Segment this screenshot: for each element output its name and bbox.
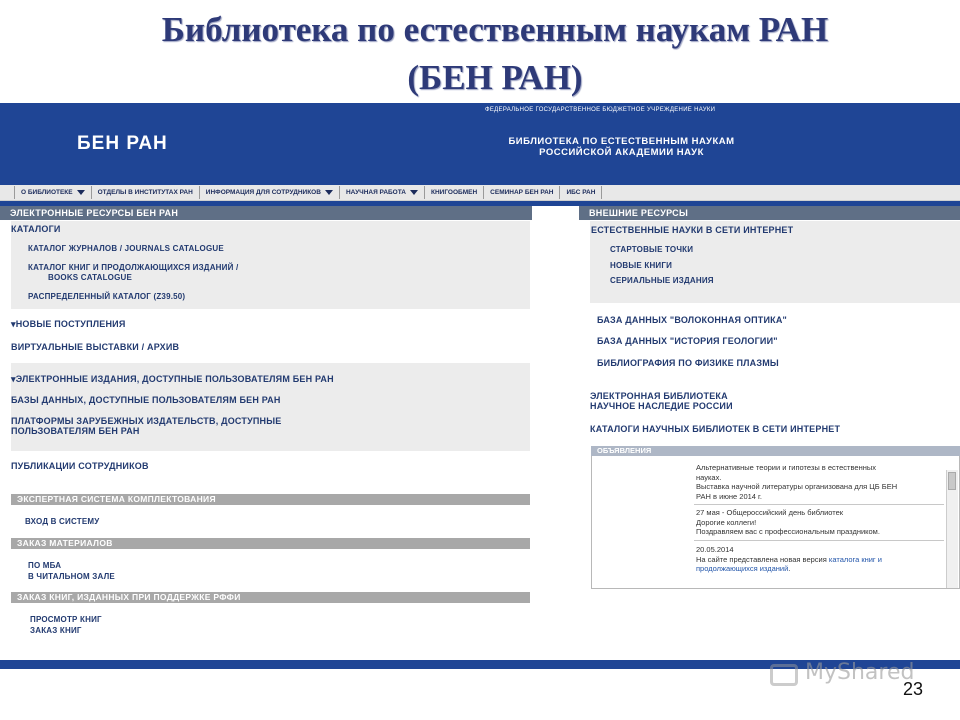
nav-item-departments[interactable] xyxy=(92,186,200,199)
link-library-catalogs[interactable]: КАТАЛОГИ НАУЧНЫХ БИБЛИОТЕК В СЕТИ ИНТЕРНЕТ xyxy=(590,424,841,434)
nav-item-staff-info[interactable] xyxy=(200,186,340,199)
announcement-text: Поздравляем вас с профессиональным праздником. xyxy=(696,527,880,536)
link-platforms[interactable] xyxy=(11,416,281,436)
announcements-scrollbar[interactable] xyxy=(946,470,958,588)
nav-item-seminar[interactable] xyxy=(484,186,560,199)
announcement-text: 27 мая - Общероссийский день библиотек xyxy=(696,508,844,517)
library-name-line2: РОССИЙСКОЙ АКАДЕМИИ НАУК xyxy=(539,147,704,158)
link-distributed-catalogue[interactable]: РАСПРЕДЕЛЕННЫЙ КАТАЛОГ (Z39.50) xyxy=(28,292,186,301)
nav-label: СЕМИНАР БЕН РАН xyxy=(490,189,554,196)
announcement-1 xyxy=(696,463,946,501)
link-books-catalogue[interactable] xyxy=(28,263,238,283)
nav-label: ИБС РАН xyxy=(566,189,596,196)
link-mba[interactable]: ПО МБА xyxy=(28,561,62,570)
link-db-geology[interactable]: БАЗА ДАННЫХ "ИСТОРИЯ ГЕОЛОГИИ" xyxy=(597,336,778,346)
catalog-link-continued[interactable]: продолжающихся изданий xyxy=(696,564,789,573)
main-nav xyxy=(0,185,960,201)
chevron-down-icon xyxy=(325,190,333,195)
order-materials-bar: ЗАКАЗ МАТЕРИАЛОВ xyxy=(11,538,530,549)
announcement-text: Дорогие коллеги! xyxy=(696,517,757,527)
link-databases[interactable]: БАЗЫ ДАННЫХ, ДОСТУПНЫЕ ПОЛЬЗОВАТЕЛЯМ БЕН РАН xyxy=(11,395,281,405)
link-new-arrivals[interactable]: ▾НОВЫЕ ПОСТУПЛЕНИЯ xyxy=(11,319,126,329)
link-reading-room[interactable]: В ЧИТАЛЬНОМ ЗАЛЕ xyxy=(28,572,115,581)
nav-label: НАУЧНАЯ РАБОТА xyxy=(345,189,406,196)
announcement-text: Альтернативные теории и гипотезы в естественных xyxy=(696,463,876,472)
nav-item-book-exchange[interactable] xyxy=(425,186,484,199)
link-books-line1: КАТАЛОГ КНИГ И ПРОДОЛЖАЮЩИХСЯ ИЗДАНИЙ / xyxy=(28,263,239,272)
announcement-2 xyxy=(696,508,946,537)
library-name-line1: БИБЛИОТЕКА ПО ЕСТЕСТВЕННЫМ НАУКАМ xyxy=(508,136,735,147)
announcement-divider xyxy=(694,540,944,541)
link-virtual-exhibitions[interactable]: ВИРТУАЛЬНЫЕ ВЫСТАВКИ / АРХИВ xyxy=(11,342,180,352)
nav-item-about[interactable] xyxy=(14,186,92,199)
catalog-link[interactable]: каталога книг и xyxy=(828,554,882,564)
right-section-heading: ВНЕШНИЕ РЕСУРСЫ xyxy=(579,206,960,220)
slide-title xyxy=(0,6,960,102)
left-section-heading: ЭЛЕКТРОННЫЕ РЕСУРСЫ БЕН РАН xyxy=(0,206,532,220)
slide-title-line2: (БЕН РАН) xyxy=(407,58,583,97)
chevron-down-icon xyxy=(410,190,418,195)
announcement-text-part: На сайте представлена новая версия xyxy=(696,554,829,564)
scrollbar-thumb[interactable] xyxy=(948,472,956,490)
nav-item-ibs[interactable] xyxy=(560,186,602,199)
link-journals-catalogue[interactable]: КАТАЛОГ ЖУРНАЛОВ / JOURNALS CATALOGUE xyxy=(28,244,224,253)
announcement-text xyxy=(696,555,946,565)
watermark-logo-icon xyxy=(770,664,798,686)
announcement-text-part: . xyxy=(788,564,791,573)
page-number: 23 xyxy=(903,679,924,699)
nav-item-research[interactable] xyxy=(340,186,425,199)
nav-label: О БИБЛИОТЕКЕ xyxy=(21,189,73,196)
link-e-editions[interactable]: ▾ЭЛЕКТРОННЫЕ ИЗДАНИЯ, ДОСТУПНЫЕ ПОЛЬЗОВАТЕЛЯМ БЕН РАН xyxy=(11,374,334,384)
link-electronic-library[interactable] xyxy=(590,391,733,411)
order-rffi-bar: ЗАКАЗ КНИГ, ИЗДАННЫХ ПРИ ПОДДЕРЖКЕ РФФИ xyxy=(11,592,530,603)
announcement-3 xyxy=(696,545,946,574)
link-new-books[interactable]: НОВЫЕ КНИГИ xyxy=(610,261,673,270)
announcements-heading: ОБЪЯВЛЕНИЯ xyxy=(591,446,960,456)
nav-label: ИНФОРМАЦИЯ ДЛЯ СОТРУДНИКОВ xyxy=(205,189,321,196)
announcement-text: науках. xyxy=(696,472,722,482)
link-platforms-line2: ПОЛЬЗОВАТЕЛЯМ БЕН РАН xyxy=(11,426,140,436)
announcement-date: 20.05.2014 xyxy=(696,545,734,554)
link-serials[interactable]: СЕРИАЛЬНЫЕ ИЗДАНИЯ xyxy=(610,276,714,285)
slide-title-line1: Библиотека по естественным наукам РАН xyxy=(161,10,829,49)
chevron-down-icon xyxy=(77,190,85,195)
announcement-text: Выставка научной литературы организована для ЦБ БЕН xyxy=(696,482,898,491)
link-plasma-bibliography[interactable]: БИБЛИОГРАФИЯ ПО ФИЗИКЕ ПЛАЗМЫ xyxy=(597,358,779,368)
link-catalogs[interactable]: КАТАЛОГИ xyxy=(11,224,61,234)
link-start-points[interactable]: СТАРТОВЫЕ ТОЧКИ xyxy=(610,245,694,254)
federal-label: ФЕДЕРАЛЬНОЕ ГОСУДАРСТВЕННОЕ БЮДЖЕТНОЕ УЧРЕЖДЕНИЕ НАУКИ xyxy=(485,107,716,113)
site-header xyxy=(0,103,960,185)
announcement-divider xyxy=(694,504,944,505)
link-elib-line1: ЭЛЕКТРОННАЯ БИБЛИОТЕКА xyxy=(590,391,728,401)
link-login[interactable]: ВХОД В СИСТЕМУ xyxy=(25,517,100,526)
announcement-text: РАН в июне 2014 г. xyxy=(696,491,762,501)
expert-system-bar: ЭКСПЕРТНАЯ СИСТЕМА КОМПЛЕКТОВАНИЯ xyxy=(11,494,530,505)
link-platforms-line1: ПЛАТФОРМЫ ЗАРУБЕЖНЫХ ИЗДАТЕЛЬСТВ, ДОСТУПНЫЕ xyxy=(11,416,282,426)
link-publications[interactable]: ПУБЛИКАЦИИ СОТРУДНИКОВ xyxy=(11,461,149,471)
link-books-line2: BOOKS CATALOGUE xyxy=(48,273,133,282)
announcement-text xyxy=(696,564,946,574)
nav-label: КНИГООБМЕН xyxy=(431,189,478,196)
nav-label: ОТДЕЛЫ В ИНСТИТУТАХ РАН xyxy=(97,189,193,196)
link-db-fiber-optics[interactable]: БАЗА ДАННЫХ "ВОЛОКОННАЯ ОПТИКА" xyxy=(597,315,787,325)
link-elib-line2: НАУЧНОЕ НАСЛЕДИЕ РОССИИ xyxy=(590,401,733,411)
library-name xyxy=(484,136,759,158)
link-order-books[interactable]: ЗАКАЗ КНИГ xyxy=(30,626,82,635)
site-logo[interactable]: БЕН РАН xyxy=(77,133,168,154)
link-natural-sciences[interactable]: ЕСТЕСТВЕННЫЕ НАУКИ В СЕТИ ИНТЕРНЕТ xyxy=(591,225,794,235)
watermark: MyShared xyxy=(805,660,915,685)
link-view-books[interactable]: ПРОСМОТР КНИГ xyxy=(30,615,102,624)
